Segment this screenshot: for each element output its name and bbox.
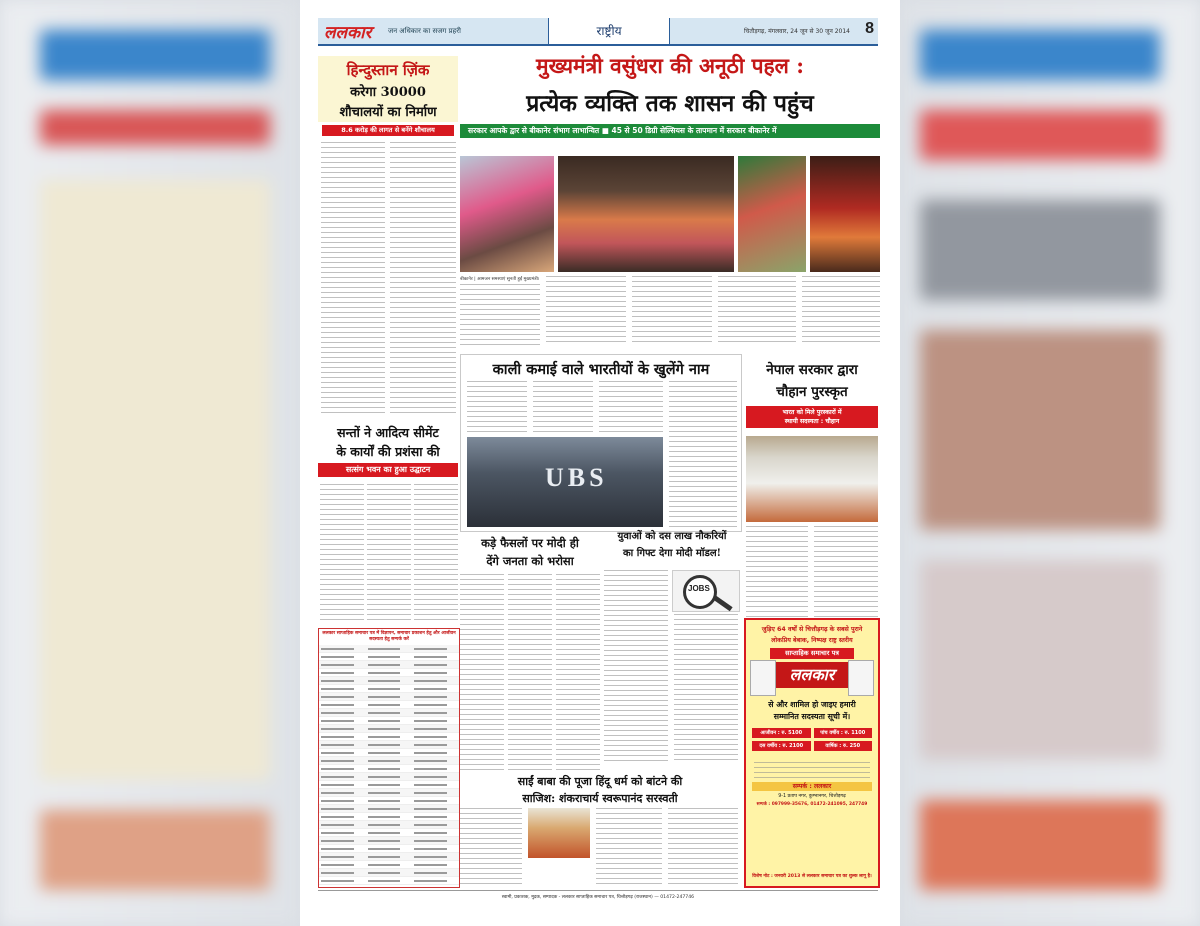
table-cell bbox=[319, 653, 366, 660]
table-cell bbox=[366, 709, 413, 716]
cement-headline-2: के कार्यों की प्रशंसा की bbox=[336, 444, 440, 459]
ad-ribbon: साप्ताहिक समाचार पत्र bbox=[770, 648, 854, 659]
table-cell bbox=[412, 861, 459, 868]
modi-body-col3 bbox=[556, 574, 600, 770]
table-cell bbox=[366, 733, 413, 740]
cement-body-col3 bbox=[414, 484, 458, 624]
table-cell bbox=[412, 821, 459, 828]
table-row bbox=[319, 877, 459, 885]
blurred-left-page bbox=[0, 0, 300, 926]
ad-contact-line: 9-1 प्रताप नगर, कुम्भानगर, चित्तौड़गढ़ bbox=[778, 794, 846, 799]
ad-right-paper-image bbox=[848, 660, 874, 696]
table-cell bbox=[366, 861, 413, 868]
cement-body-col1 bbox=[320, 484, 364, 624]
table-cell bbox=[412, 749, 459, 756]
table-cell bbox=[319, 829, 366, 836]
table-row bbox=[319, 837, 459, 845]
zinc-body-text-col1 bbox=[321, 142, 385, 414]
zinc-story bbox=[318, 56, 458, 416]
magnifier-handle-icon bbox=[713, 596, 732, 612]
table-cell bbox=[412, 877, 459, 884]
table-cell bbox=[319, 805, 366, 812]
nepal-headline-2: चौहान पुरस्कृत bbox=[776, 384, 848, 400]
table-cell bbox=[319, 757, 366, 764]
table-row bbox=[319, 741, 459, 749]
table-row bbox=[319, 781, 459, 789]
table-row bbox=[319, 717, 459, 725]
nepal-body-col2 bbox=[814, 526, 878, 620]
sai-body-col3 bbox=[668, 808, 738, 886]
table-cell bbox=[366, 797, 413, 804]
lead-headline-2: प्रत्येक व्यक्ति तक शासन की पहुंच bbox=[526, 90, 814, 117]
table-cell bbox=[412, 725, 459, 732]
zinc-headline-2: करेगा 30000 bbox=[350, 85, 426, 100]
table-cell bbox=[366, 693, 413, 700]
table-cell bbox=[366, 749, 413, 756]
table-cell bbox=[319, 701, 366, 708]
black-money-body-col3 bbox=[599, 381, 663, 435]
table-cell bbox=[366, 741, 413, 748]
table-cell bbox=[319, 789, 366, 796]
table-row bbox=[319, 821, 459, 829]
table-row bbox=[319, 853, 459, 861]
rate-lifetime: आजीवन : रु. 5100 bbox=[752, 728, 811, 738]
table-cell bbox=[319, 669, 366, 676]
table-row bbox=[319, 709, 459, 717]
table-cell bbox=[412, 669, 459, 676]
jobs-headline-2: का गिफ्ट देगा मोदी मॉडल! bbox=[622, 548, 722, 559]
table-row bbox=[319, 773, 459, 781]
lead-body-col5 bbox=[802, 276, 880, 346]
contact-table-title: ललकार साप्ताहिक समाचार पत्र में विज्ञापन, समाचार प्रकाशन हेतु और आजीवन सदस्यता हेतु सम्पर्क करें bbox=[322, 631, 456, 642]
modi-headline-2: देंगे जनता को भरोसा bbox=[486, 554, 574, 568]
jobs-body-col2 bbox=[674, 614, 738, 764]
nepal-subhead-2: स्थायी सदस्यता : चौहान bbox=[784, 418, 840, 425]
table-cell bbox=[366, 757, 413, 764]
section-tab: राष्ट्रीय bbox=[548, 18, 670, 45]
sai-body-col2 bbox=[596, 808, 662, 886]
nepal-subhead bbox=[746, 406, 878, 428]
nepal-subhead-1: भारत को मिले पुरस्कारों में bbox=[782, 409, 842, 416]
ubs-sign-text: UBS bbox=[545, 463, 608, 492]
table-cell bbox=[319, 813, 366, 820]
table-cell bbox=[366, 869, 413, 876]
rate-five-year: पांच वर्षीय : रु. 1100 bbox=[814, 728, 873, 738]
ad-line-1: जुड़िए 64 वर्षों से चित्तौड़गढ़ के सबसे पुराने bbox=[761, 626, 863, 633]
table-row bbox=[319, 845, 459, 853]
table-cell bbox=[319, 845, 366, 852]
table-row bbox=[319, 653, 459, 661]
table-cell bbox=[366, 813, 413, 820]
table-row bbox=[319, 789, 459, 797]
table-cell bbox=[412, 829, 459, 836]
table-cell bbox=[319, 773, 366, 780]
table-cell bbox=[319, 685, 366, 692]
page-number: 8 bbox=[865, 20, 874, 37]
table-cell bbox=[412, 853, 459, 860]
table-cell bbox=[319, 661, 366, 668]
table-cell bbox=[366, 773, 413, 780]
lead-photo-meeting bbox=[558, 156, 734, 272]
table-cell bbox=[319, 717, 366, 724]
jobs-image-text: JOBS bbox=[688, 584, 710, 593]
lead-photo-temple bbox=[810, 156, 880, 272]
table-row bbox=[319, 693, 459, 701]
table-cell bbox=[412, 677, 459, 684]
issue-date: चितौड़गढ़, मंगलवार, 24 जून से 30 जून 2014 bbox=[743, 28, 850, 35]
table-cell bbox=[412, 645, 459, 652]
table-cell bbox=[412, 653, 459, 660]
table-cell bbox=[366, 765, 413, 772]
black-money-body-col4 bbox=[669, 381, 737, 527]
nepal-body-col1 bbox=[746, 526, 808, 620]
table-row bbox=[319, 813, 459, 821]
lead-headline-1: मुख्यमंत्री वसुंधरा की अनूठी पहल : bbox=[536, 53, 804, 78]
nepal-headline-1: नेपाल सरकार द्वारा bbox=[766, 362, 858, 378]
table-cell bbox=[412, 773, 459, 780]
ad-phone: सम्पर्क : 097999-35676, 01472-241095, 247749 bbox=[756, 802, 868, 807]
table-cell bbox=[319, 709, 366, 716]
table-cell bbox=[366, 701, 413, 708]
table-cell bbox=[412, 789, 459, 796]
table-cell bbox=[319, 741, 366, 748]
table-cell bbox=[412, 813, 459, 820]
lead-body-col3 bbox=[632, 276, 712, 346]
jobs-magnifier-image bbox=[672, 570, 740, 612]
table-cell bbox=[412, 765, 459, 772]
table-cell bbox=[366, 653, 413, 660]
jobs-story bbox=[604, 524, 740, 764]
zinc-headline-1: हिन्दुस्तान ज़िंक bbox=[346, 61, 430, 79]
table-cell bbox=[366, 661, 413, 668]
table-row bbox=[319, 677, 459, 685]
table-cell bbox=[366, 725, 413, 732]
table-cell bbox=[319, 821, 366, 828]
table-cell bbox=[319, 749, 366, 756]
table-cell bbox=[366, 853, 413, 860]
table-cell bbox=[366, 677, 413, 684]
table-cell bbox=[412, 693, 459, 700]
table-row bbox=[319, 757, 459, 765]
sai-headline-1: साईं बाबा की पूजा हिंदू धर्म को बांटने की bbox=[517, 775, 683, 788]
table-cell bbox=[366, 781, 413, 788]
cement-headline-1: सन्तों ने आदित्य सीमेंट bbox=[337, 425, 439, 440]
lalkar-subscription-ad bbox=[744, 618, 880, 888]
black-money-body-col1 bbox=[467, 381, 527, 435]
table-row bbox=[319, 805, 459, 813]
ad-notice-text bbox=[754, 762, 870, 778]
lead-body-col1 bbox=[460, 284, 540, 346]
newspaper-page bbox=[300, 0, 900, 926]
table-row bbox=[319, 869, 459, 877]
lead-photo-cm bbox=[738, 156, 806, 272]
table-row bbox=[319, 733, 459, 741]
masthead bbox=[318, 18, 878, 46]
cement-story bbox=[318, 424, 458, 624]
table-cell bbox=[412, 661, 459, 668]
black-money-headline: काली कमाई वाले भारतीयों के खुलेंगे नाम bbox=[492, 361, 710, 378]
table-row bbox=[319, 829, 459, 837]
modi-headline-1: कड़े फैसलों पर मोदी ही bbox=[481, 536, 579, 550]
table-cell bbox=[319, 693, 366, 700]
table-cell bbox=[319, 765, 366, 772]
table-cell bbox=[412, 797, 459, 804]
table-cell bbox=[366, 877, 413, 884]
zinc-subhead: 8.6 करोड़ की लागत से बनेंगे शौचालय bbox=[322, 125, 454, 136]
lead-photo-caption: बीकानेर | आमजन समस्याएं सुनती हुईं मुख्यमंत्री। bbox=[460, 277, 540, 282]
table-cell bbox=[319, 645, 366, 652]
table-row bbox=[319, 669, 459, 677]
shankaracharya-photo bbox=[528, 808, 590, 858]
jobs-body-col1 bbox=[604, 570, 668, 764]
ubs-building-photo bbox=[467, 437, 663, 527]
masthead-tagline: जन अधिकार का सजग प्रहरी bbox=[388, 27, 461, 35]
table-cell bbox=[412, 845, 459, 852]
table-cell bbox=[319, 797, 366, 804]
table-cell bbox=[412, 869, 459, 876]
table-cell bbox=[366, 717, 413, 724]
table-cell bbox=[412, 837, 459, 844]
table-cell bbox=[412, 685, 459, 692]
ad-line-4: सम्मानित सदस्यता सूची में। bbox=[773, 712, 851, 721]
table-cell bbox=[319, 853, 366, 860]
black-money-body-col2 bbox=[533, 381, 593, 435]
ad-line-2: लोकप्रिय बेबाक, निष्पक्ष राष्ट्र स्तरीय bbox=[771, 637, 853, 644]
table-cell bbox=[366, 837, 413, 844]
modi-story bbox=[460, 534, 600, 774]
ad-footer-note: विशेष नोट : जनवरी 2013 से ललकार समाचार पत्र का शुल्क लागू है। bbox=[752, 874, 872, 879]
table-row bbox=[319, 685, 459, 693]
ad-contact-title: सम्पर्क : ललकार bbox=[752, 782, 872, 791]
table-cell bbox=[319, 869, 366, 876]
table-row bbox=[319, 797, 459, 805]
table-cell bbox=[366, 789, 413, 796]
table-row bbox=[319, 725, 459, 733]
cement-subhead: सत्संग भवन का हुआ उद्घाटन bbox=[318, 463, 458, 477]
table-cell bbox=[412, 717, 459, 724]
table-cell bbox=[319, 781, 366, 788]
table-cell bbox=[412, 805, 459, 812]
lead-banner: सरकार आपके द्वार से बीकानेर संभाग लाभान्वित ■ 45 से 50 डिग्री सेल्सियस के तापमान में सरकार बीकानेर में bbox=[460, 124, 880, 138]
sai-story bbox=[460, 774, 740, 886]
table-cell bbox=[412, 741, 459, 748]
ad-line-3: से और शामिल हो जाइए हमारी bbox=[768, 700, 856, 709]
table-cell bbox=[319, 677, 366, 684]
table-cell bbox=[366, 805, 413, 812]
table-row bbox=[319, 749, 459, 757]
table-cell bbox=[319, 837, 366, 844]
table-cell bbox=[412, 757, 459, 764]
ad-left-paper-image bbox=[750, 660, 776, 696]
table-cell bbox=[366, 669, 413, 676]
zinc-body-text-col2 bbox=[390, 142, 456, 414]
modi-body-col2 bbox=[508, 574, 552, 770]
table-cell bbox=[366, 645, 413, 652]
contact-table-rows bbox=[319, 645, 459, 885]
table-cell bbox=[319, 733, 366, 740]
zinc-headline-3: शौचालयों का निर्माण bbox=[339, 105, 437, 120]
lead-photo-children bbox=[460, 156, 554, 272]
ad-brand: ललकार bbox=[776, 662, 848, 688]
nepal-story bbox=[744, 354, 880, 620]
jobs-headline-1: युवाओं को दस लाख नौकरियों bbox=[617, 531, 727, 542]
rate-annual: वार्षिक : रु. 250 bbox=[814, 741, 873, 751]
table-cell bbox=[366, 821, 413, 828]
blurred-right-page bbox=[900, 0, 1200, 926]
table-cell bbox=[319, 877, 366, 884]
masthead-logo: ललकार bbox=[324, 23, 372, 43]
nepal-award-photo bbox=[746, 436, 878, 522]
table-row bbox=[319, 701, 459, 709]
page-footer: स्वामी, प्रकाशक, मुद्रक, सम्पादक - ललकार साप्ताहिक समाचार पत्र, चित्तौड़गढ़ (राजस्थान) — 01472-247746 bbox=[318, 890, 878, 901]
table-cell bbox=[412, 733, 459, 740]
table-row bbox=[319, 765, 459, 773]
sai-headline-2: साजिश: शंकराचार्य स्वरूपानंद सरस्वती bbox=[522, 792, 678, 805]
lead-body-col4 bbox=[718, 276, 796, 346]
table-row bbox=[319, 861, 459, 869]
ad-rates bbox=[752, 728, 872, 751]
black-money-story bbox=[460, 354, 742, 532]
table-cell bbox=[319, 725, 366, 732]
table-cell bbox=[366, 685, 413, 692]
lead-body-col2 bbox=[546, 276, 626, 346]
table-row bbox=[319, 661, 459, 669]
table-cell bbox=[366, 845, 413, 852]
table-cell bbox=[412, 781, 459, 788]
table-cell bbox=[412, 709, 459, 716]
table-cell bbox=[412, 701, 459, 708]
modi-body-col1 bbox=[460, 574, 504, 770]
contact-table-box bbox=[318, 628, 460, 888]
table-row bbox=[319, 645, 459, 653]
table-cell bbox=[319, 861, 366, 868]
sai-body-col1 bbox=[460, 808, 522, 886]
lead-story bbox=[460, 52, 880, 352]
table-cell bbox=[366, 829, 413, 836]
cement-body-col2 bbox=[367, 484, 411, 624]
zinc-headline-box bbox=[318, 56, 458, 122]
rate-ten-year: दस वर्षीय : रु. 2100 bbox=[752, 741, 811, 751]
